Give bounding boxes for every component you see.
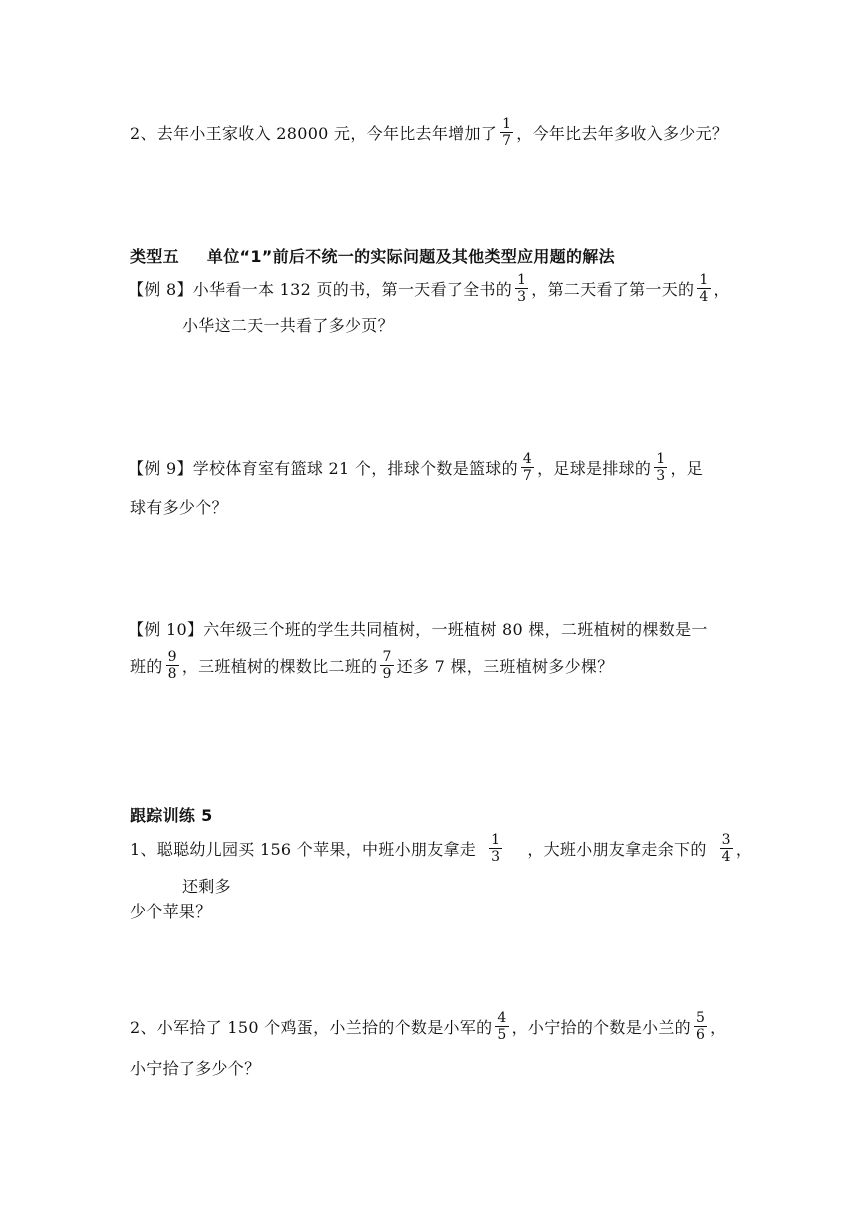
- example-9-line-2: [130, 484, 228, 528]
- fraction-numerator: 4: [522, 450, 533, 467]
- fraction-denominator: 3: [517, 288, 527, 305]
- example-8-text-line-2: 小华这二天一共看了多少页？: [182, 315, 394, 335]
- example-9-text-b: ，足球是排球的: [537, 458, 652, 478]
- training-1-text-line-2: 还剩多: [182, 876, 231, 896]
- training-1-text-b: ，大班小朋友拿走余下的: [527, 839, 707, 859]
- fraction: [166, 649, 179, 682]
- example-8-text-b: ，第二天看了第一天的: [531, 279, 695, 299]
- example-8-text-a: 【例 8】小华看一本 132 页的书，第一天看了全书的: [128, 279, 513, 299]
- training-2-text-a: 2、小军拾了 150 个鸡蛋，小兰拾的个数是小军的: [130, 1017, 493, 1037]
- fraction: [489, 832, 502, 865]
- example-10-text-line-1: 【例 10】六年级三个班的学生共同植树，一班植树 80 棵，二班植树的棵数是一: [128, 619, 708, 639]
- fraction-numerator: 5: [695, 1009, 706, 1026]
- fraction-denominator: 9: [382, 665, 392, 682]
- fraction-denominator: 4: [699, 288, 709, 305]
- training-1-text-a: 1、聪聪幼儿园买 156 个苹果，中班小朋友拿走: [130, 839, 477, 859]
- section-5-subtitle: 单位“1”前后不统一的实际问题及其他类型应用题的解法: [206, 246, 615, 266]
- fraction-numerator: 9: [167, 648, 177, 665]
- training-1-text-line-3: 少个苹果？: [130, 901, 212, 921]
- fraction-numerator: 1: [491, 831, 501, 848]
- fraction: [720, 832, 733, 865]
- example-10-text-b: ，三班植树的棵数比二班的: [181, 656, 378, 676]
- training-2-text-c: ，: [710, 1017, 727, 1037]
- fraction: [495, 1010, 508, 1043]
- training-5-title: 跟踪训练 5: [130, 805, 213, 825]
- fraction-denominator: 4: [721, 848, 731, 865]
- fraction-numerator: 7: [382, 648, 392, 665]
- fraction-numerator: 4: [497, 1009, 507, 1026]
- fraction: [654, 451, 667, 484]
- fraction-denominator: 3: [491, 848, 501, 865]
- fraction-denominator: 8: [167, 665, 177, 682]
- fraction-denominator: 3: [656, 467, 666, 484]
- fraction-numerator: 1: [699, 271, 709, 288]
- question-2: [130, 110, 728, 154]
- fraction: [694, 1010, 707, 1043]
- fraction-denominator: 6: [695, 1026, 706, 1043]
- training-1-text-c: ，: [735, 839, 753, 859]
- fraction-numerator: 1: [517, 271, 527, 288]
- fraction-numerator: 1: [502, 115, 512, 132]
- example-8-text-c: ，: [713, 279, 730, 299]
- example-10-text-c: 还多 7 棵，三班植树多少棵？: [396, 656, 614, 676]
- fraction-denominator: 5: [497, 1026, 507, 1043]
- fraction: [380, 649, 393, 682]
- training-2-line-2: [130, 1045, 260, 1089]
- example-9-text-c: ，足: [670, 458, 704, 478]
- fraction-numerator: 1: [656, 450, 666, 467]
- training-1-line-3: [130, 888, 212, 932]
- question-2-text-a: 2、去年小王家收入 28000 元，今年比去年增加了: [130, 123, 498, 143]
- fraction: [521, 451, 534, 484]
- fraction-denominator: 7: [522, 467, 533, 484]
- example-8-line-2: [182, 302, 394, 346]
- fraction-denominator: 7: [502, 132, 512, 149]
- example-9-line-1: [128, 445, 703, 489]
- training-2-text-b: ，小宁拾的个数是小兰的: [511, 1017, 691, 1037]
- example-10-text-a: 班的: [130, 656, 163, 676]
- training-2-text-line-2: 小宁拾了多少个？: [130, 1058, 261, 1078]
- training-2-line-1: [130, 1004, 726, 1048]
- fraction: [697, 272, 710, 305]
- fraction: [500, 116, 513, 149]
- fraction-numerator: 3: [721, 831, 731, 848]
- section-5-title: 类型五: [130, 246, 179, 266]
- example-9-text-line-2: 球有多少个？: [130, 497, 228, 517]
- example-10-line-2: [130, 643, 614, 687]
- fraction: [515, 272, 528, 305]
- example-9-text-a: 【例 9】学校体育室有篮球 21 个，排球个数是篮球的: [128, 458, 518, 478]
- question-2-text-b: ，今年比去年多收入多少元？: [516, 123, 729, 143]
